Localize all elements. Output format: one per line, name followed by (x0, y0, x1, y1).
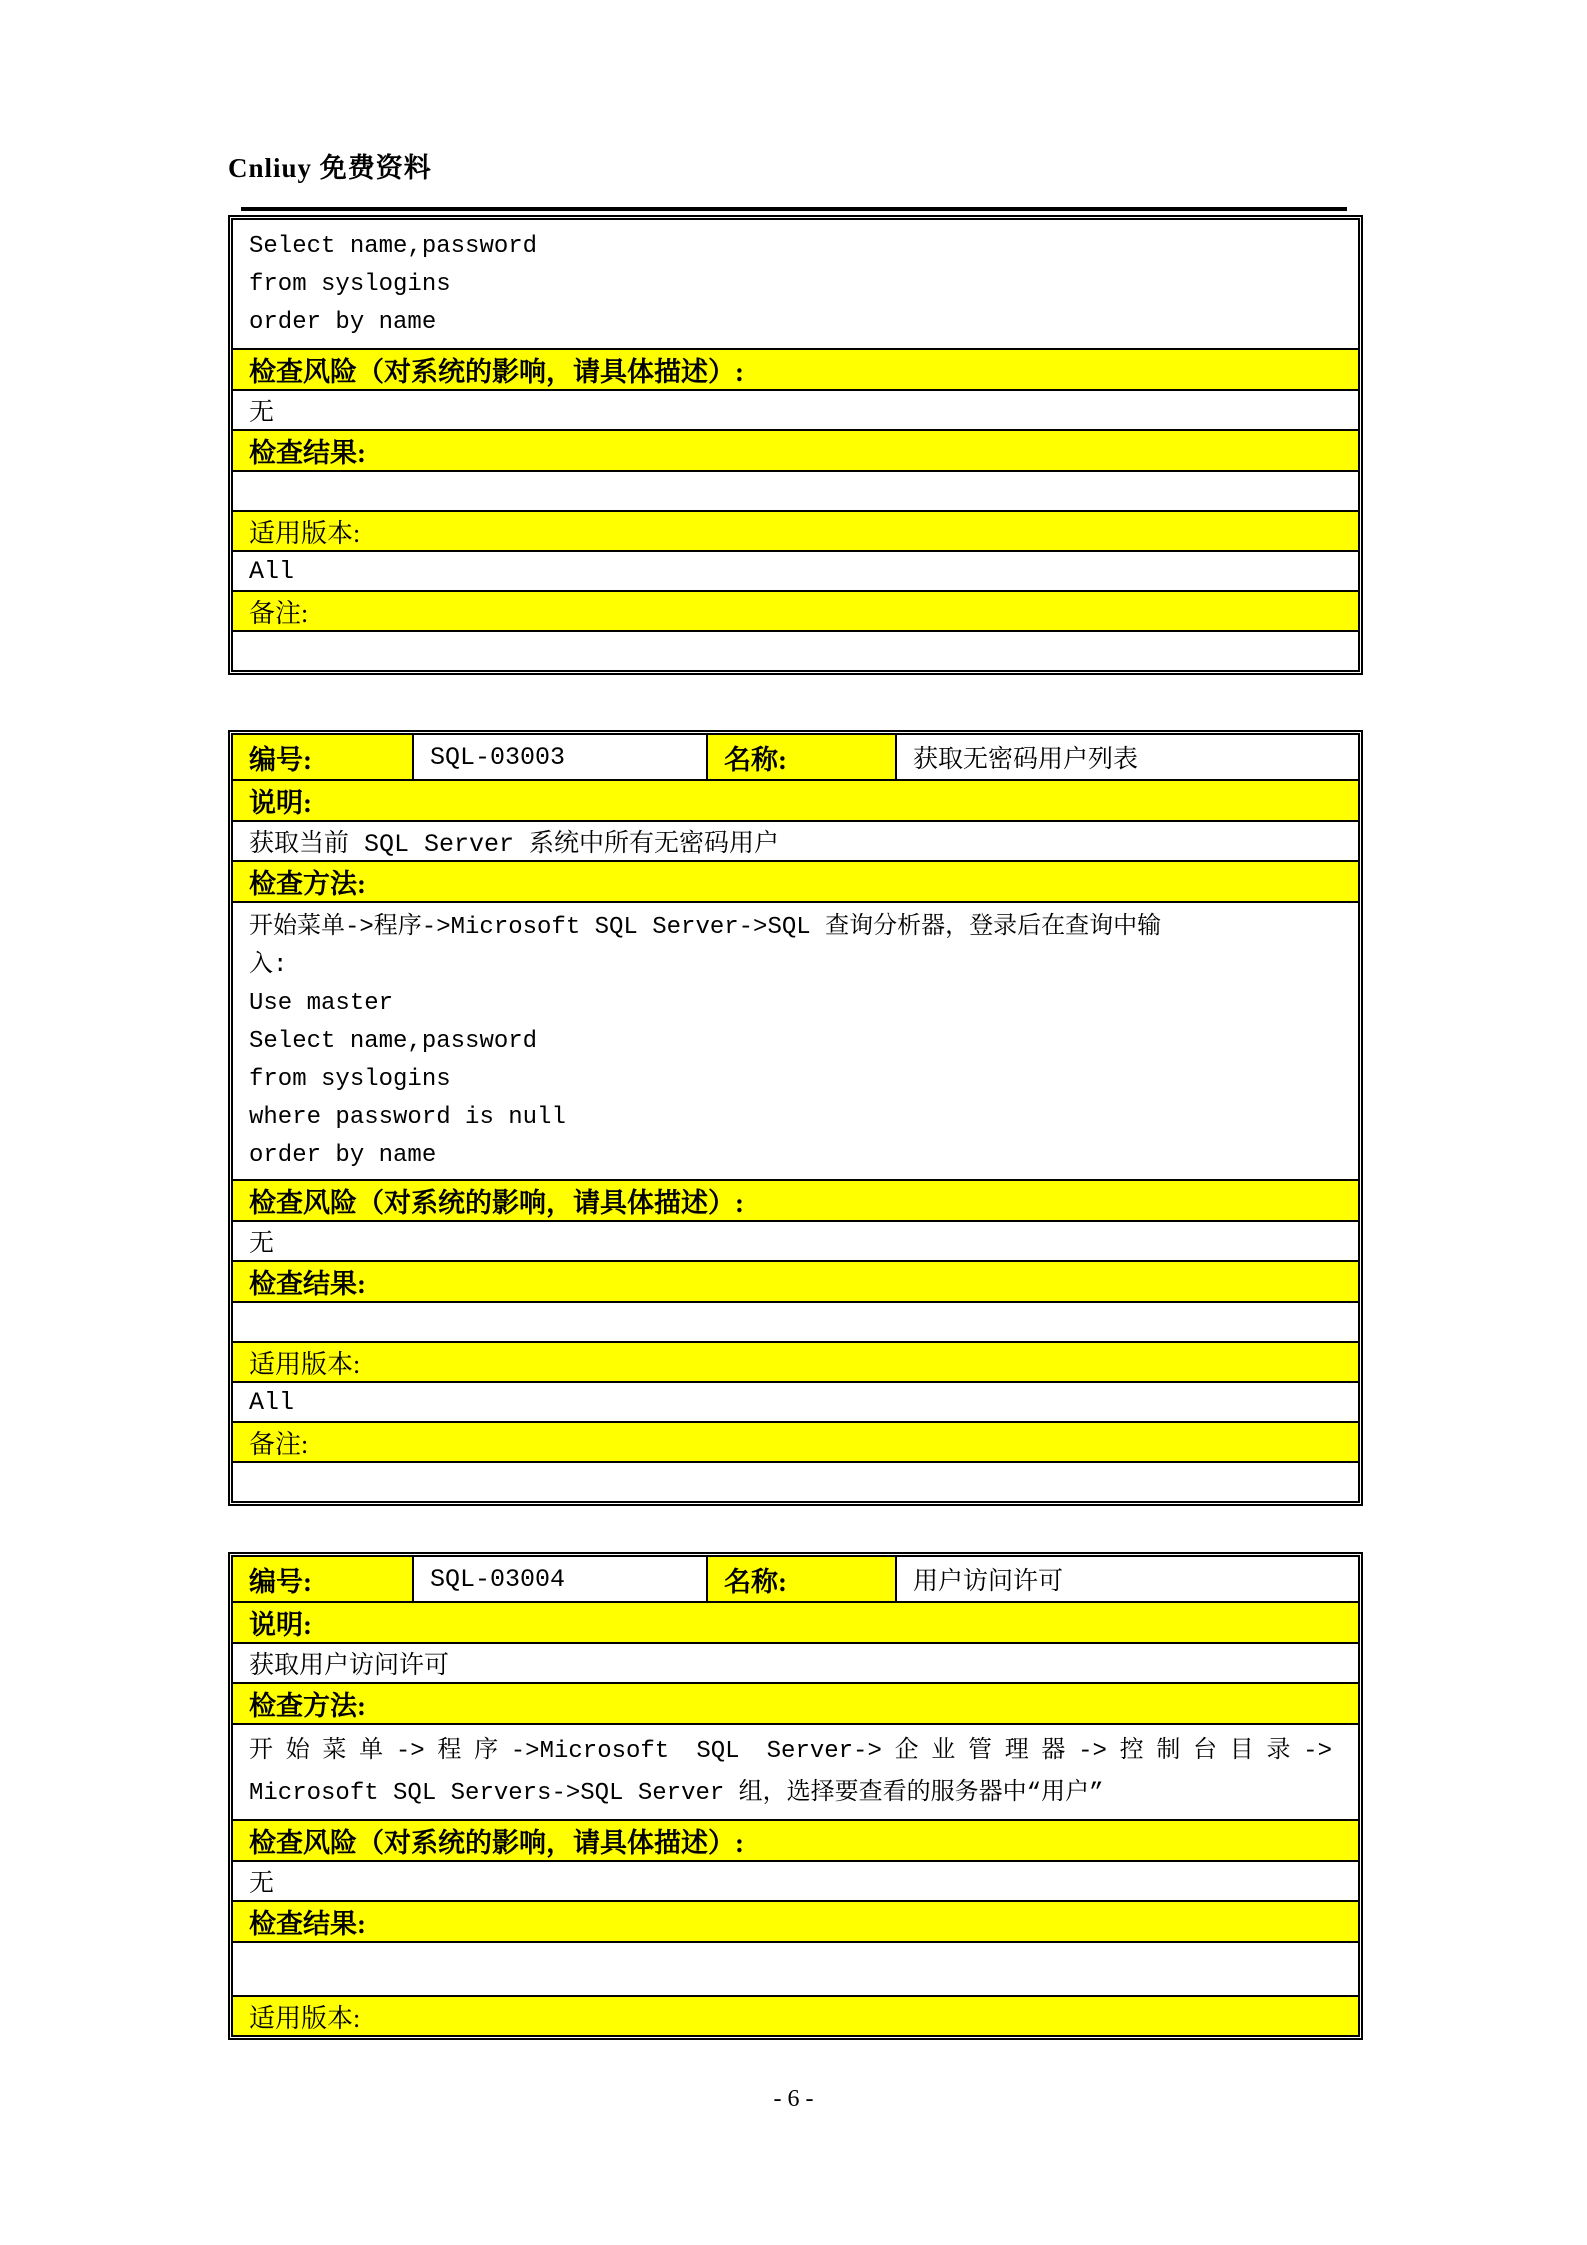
row-result-value-empty (233, 1941, 1358, 1995)
row-note-label: 备注: (233, 590, 1358, 630)
name-value: 用户访问许可 (895, 1557, 1358, 1601)
method-line: Microsoft SQL Servers->SQL Server 组，选择要查看的服务器中“用户” (249, 1780, 1104, 1807)
row-desc-label: 说明: (233, 779, 1358, 820)
row-result-label: 检查结果: (233, 429, 1358, 470)
page-header: Cnliuy 免费资料 (228, 153, 432, 183)
id-label: 编号: (233, 1557, 412, 1601)
method-line: order by name (249, 1142, 437, 1169)
row-note-value-empty (233, 1461, 1358, 1501)
row-risk-value: 无 (233, 389, 1358, 429)
row-result-label: 检查结果: (233, 1900, 1358, 1941)
row-version-label: 适用版本: (233, 1995, 1358, 2035)
method-line: from syslogins (249, 1066, 451, 1093)
row-version-value: All (233, 550, 1358, 590)
page-number: - 6 - (773, 2086, 814, 2112)
sql-code-line: order by name (249, 309, 437, 336)
row-risk-label: 检查风险（对系统的影响，请具体描述）: (233, 1819, 1358, 1860)
row-result-value-empty (233, 470, 1358, 510)
sql-code-line: from syslogins (249, 271, 451, 298)
method-line: 开始菜单->程序->Microsoft SQL Server->企业管理器->控制台目录-> (249, 1738, 1332, 1765)
row-risk-value: 无 (233, 1860, 1358, 1900)
row-desc-value: 获取用户访问许可 (233, 1642, 1358, 1682)
table-check-item-continuation (228, 215, 1363, 675)
row-note-label: 备注: (233, 1421, 1358, 1461)
row-method-label: 检查方法: (233, 860, 1358, 901)
row-note-value-empty (233, 630, 1358, 670)
method-line: where password is null (249, 1104, 566, 1131)
row-version-label: 适用版本: (233, 1341, 1358, 1381)
method-content (233, 1723, 1358, 1819)
method-line: 开始菜单->程序->Microsoft SQL Server->SQL 查询分析器，登录后在查询中输 (249, 914, 1162, 941)
id-label: 编号: (233, 735, 412, 779)
table-check-item-sql-03003 (228, 730, 1363, 1506)
sql-code-line: Select name,password (249, 233, 538, 260)
method-line: Select name,password (249, 1028, 538, 1055)
method-content (233, 901, 1358, 1179)
row-result-value-empty (233, 1301, 1358, 1341)
name-label: 名称: (706, 735, 895, 779)
method-line: 入: (249, 952, 288, 979)
id-value: SQL-03004 (412, 1557, 706, 1601)
method-line: Use master (249, 990, 394, 1017)
sql-code-block (233, 220, 1358, 348)
row-id-name-header (233, 1557, 1358, 1601)
id-value: SQL-03003 (412, 735, 706, 779)
row-result-label: 检查结果: (233, 1260, 1358, 1301)
table-check-item-sql-03004 (228, 1552, 1363, 2040)
row-risk-value: 无 (233, 1220, 1358, 1260)
row-risk-label: 检查风险（对系统的影响，请具体描述）: (233, 348, 1358, 389)
row-desc-label: 说明: (233, 1601, 1358, 1642)
row-risk-label: 检查风险（对系统的影响，请具体描述）: (233, 1179, 1358, 1220)
name-label: 名称: (706, 1557, 895, 1601)
row-desc-value: 获取当前 SQL Server 系统中所有无密码用户 (233, 820, 1358, 860)
row-version-value: All (233, 1381, 1358, 1421)
row-version-label: 适用版本: (233, 510, 1358, 550)
name-value: 获取无密码用户列表 (895, 735, 1358, 779)
header-rule (241, 207, 1347, 211)
row-method-label: 检查方法: (233, 1682, 1358, 1723)
row-id-name-header (233, 735, 1358, 779)
